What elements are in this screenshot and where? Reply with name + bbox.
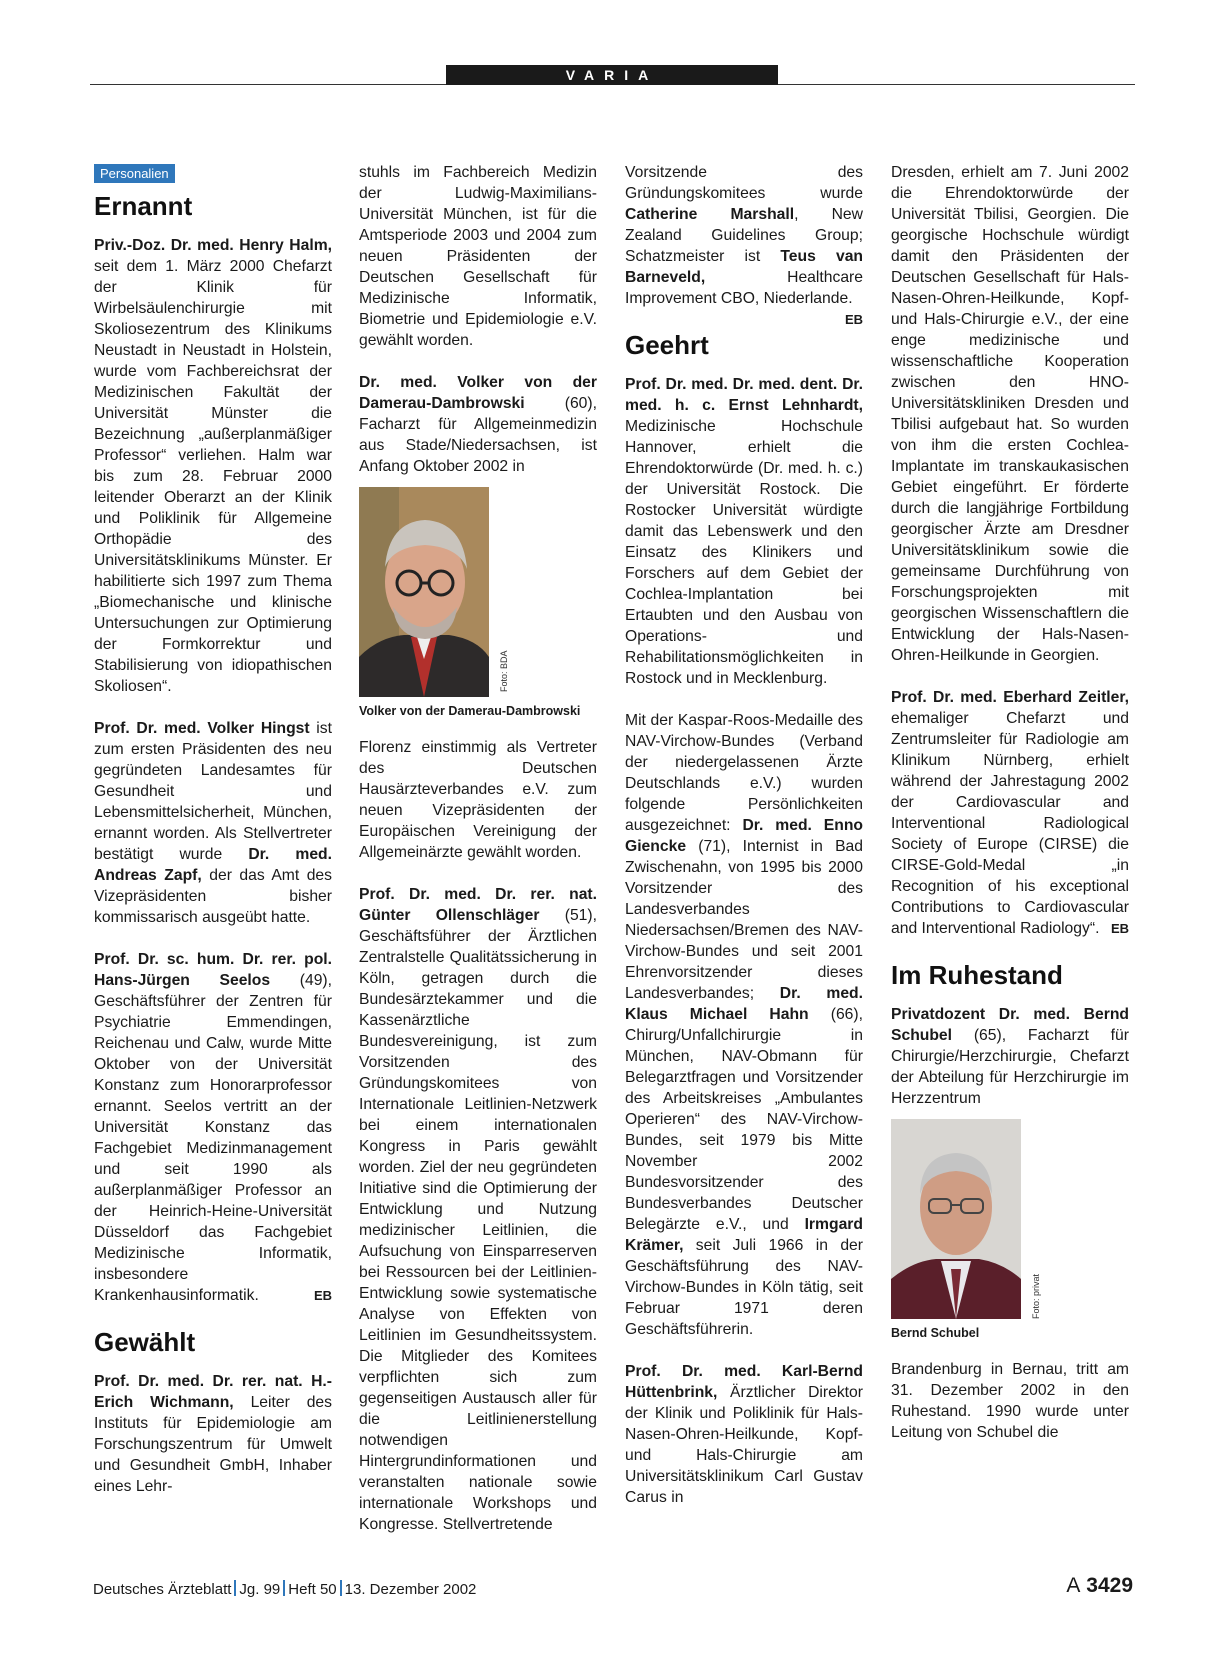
person-name: Teus van Barneveld, [625, 248, 864, 286]
portrait-image [359, 487, 489, 697]
paragraph-text: (51), Geschäftsführer der Ärztlichen Zentralstelle Qualitätssicherung in Köln, getragen durch die Bundesärztekammer und die Kassenärztliche Bundesvereinigung, ist zum Vorsitzenden des Gründungskomitees von Internationale Leitlinien-Netzwerk bei einem internationalen Kongress in Paris gewählt worden. Ziel der neu gegründeten Initiative sind die Optimierung der Entwicklung und Nutzung medizinischer Leitlinien, die Aufsuchung von Einsparreserven bei Ressourcen bei der Leitlinien-Entwicklung sowie systematische Analyse von Effekten von Leitlinien im Gesundheitssystem. Die Mitglieder des Komitees verpflichten sich zum gegenseitigen Austausch aller für die Leitlinienerstellung notwendigen Hintergrundinformationen und veranstalten nationale sowie internationale Workshops und Kongresse. Stellvertretende [359, 907, 597, 1533]
paragraph-text: seit dem 1. März 2000 Chefarzt der Klinik für Wirbelsäulenchirurgie mit Skoliosezentrum des Klinikums Neustadt in Neustadt in Holstein, wurde vom Fachbereichsrat der Medizinischen Fakultät der Universität Münster die Bezeichnung „außerplanmäßiger Professor“ verliehen. Halm war bis zum 28. Februar 2000 leitender Oberarzt an der Klinik und Poliklinik für Allgemeine Orthopädie des Universitätsklinikums Münster. Er habilitierte sich 1997 zum Thema „Biomechanische und klinische Untersuchungen zur Optimierung der Formkorrektur und Stabilisierung von idiopathischen Skoliosen“. [94, 258, 332, 695]
paragraph-huettenbrink-cont: Dresden, erhielt am 7. Juni 2002 die Ehrendoktorwürde der Universität Tbilisi, Georgien. Die georgische Hochschule würdigt damit den Präsidenten der Deutschen Gesellschaft für Hals-Nasen-Ohren-Heilkunde, Kopf- und Hals-Chirurgie e.V., der eine enge medizinische und wissenschaftliche Kooperation zwischen den HNO-Universitätskliniken Dresden und Tbilisi aufgebaut hat. So wurden von ihm die ersten Cochlea-Implantate im transkaukasischen Gebiet eingeführt. Er förderte durch die langjährige Fortbildung georgischer Ärzte am Dresdner Universitätsklinikum sowie die gemeinsame Durchführung von Forschungsprojekten mit georgischen Wissenschaftlern die Entwicklung der Hals-Nasen-Ohren-Heilkunde in Georgien. [891, 164, 1129, 664]
person-name: Dr. med. Volker von der Damerau-Dambrowski [359, 374, 597, 412]
footer-separator [340, 1580, 342, 1596]
paragraph-text: Vorsitzende des Gründungskomitees wurde [625, 164, 863, 202]
issue-date: 13. Dezember 2002 [344, 1581, 477, 1598]
paragraph-text: (49), Geschäftsführer der Zentren für Psychiatrie Emmendingen, Reichenau und Calw, wurde Mitte Oktober von der Universität Konstanz zum Honorarprofessor ernannt. Seelos vertritt an der Universität Konstanz das Fachgebiet Medizinmanagement und seit 1990 als außerplanmäßiger Professor an der Heinrich-Heine-Universität Düsseldorf das Fachgebiet Medizinische Informatik, insbesondere Krankenhausinformatik. [94, 972, 332, 1304]
portrait-illustration [359, 487, 489, 697]
heading-geehrt: Geehrt [625, 330, 709, 360]
footer-separator [283, 1580, 285, 1596]
heading-ruhestand: Im Ruhestand [891, 960, 1063, 990]
portrait-photo-schubel [891, 1119, 1129, 1319]
paragraph-kaspar-roos [625, 710, 863, 1340]
paragraph-schubel-cont: Brandenburg in Bernau, tritt am 31. Dezember 2002 in den Ruhestand. 1990 wurde unter Leitung von Schubel die [891, 1361, 1129, 1441]
paragraph-ollenschlaeger-cont [625, 162, 864, 327]
paragraph-text: , New Zealand Guidelines Group; Schatzmeister ist [625, 206, 863, 265]
person-name: Dr. med. Klaus Michael Hahn [625, 985, 863, 1023]
paragraph-text: der das Amt des Vizepräsidenten bisher kommissarisch ausgeübt hatte. [94, 867, 333, 926]
person-name: Dr. med. Enno Giencke [625, 817, 863, 855]
person-name: Catherine Marshall [625, 206, 795, 223]
paragraph-text: seit Juli 1966 in der Geschäftsführung des NAV-Virchow-Bundes in Köln tätig, seit Februar 1971 deren Geschäftsführerin. [625, 1237, 863, 1338]
paragraph-halm [94, 235, 332, 697]
person-name: Prof. Dr. med. Dr. med. dent. Dr. med. h. c. Ernst Lehnhardt, [625, 376, 863, 414]
person-name: Prof. Dr. sc. hum. Dr. rer. pol. Hans-Jürgen Seelos [94, 951, 332, 989]
person-name: Irmgard Krämer, [625, 1216, 863, 1254]
heading-ernannt: Ernannt [94, 191, 193, 221]
person-name: Prof. Dr. med. Eberhard Zeitler, [891, 689, 1129, 706]
category-tag: Personalien [94, 164, 175, 183]
page-number [1066, 1574, 1133, 1598]
paragraph-wichmann [94, 1371, 332, 1497]
photo-credit: Foto: privat [1031, 1273, 1041, 1319]
paragraph-text: ist zum ersten Präsidenten des neu gegründeten Landesamtes für Gesundheit und Lebensmittelsicherheit, München, ernannt worden. Als Stellvertreter bestätigt wurde [94, 720, 332, 863]
photo-credit: Foto: BDA [499, 650, 509, 692]
author-initials: EB [844, 312, 863, 327]
portrait-illustration [891, 1119, 1021, 1319]
page-footer [93, 1580, 476, 1598]
person-name: Prof. Dr. med. Karl-Bernd Hüttenbrink, [625, 1363, 863, 1401]
paragraph-wichmann-cont: stuhls im Fachbereich Medizin der Ludwig-Maximilians-Universität München, ist für die Amtsperiode 2003 und 2004 zum neuen Präsidenten der Deutschen Gesellschaft für Medizinische Informatik, Biometrie und Epidemiologie e.V. gewählt worden. [359, 164, 597, 349]
paragraph-text: (65), Facharzt für Chirurgie/Herzchirurgie, Chefarzt der Abteilung für Herzchirurgie im Herzzentrum [891, 1027, 1129, 1107]
paragraph-schubel [891, 1004, 1129, 1109]
column-2 [359, 162, 597, 1535]
author-initials: EB [1110, 921, 1129, 936]
column-4 [891, 162, 1129, 1443]
journal-issue: Heft 50 [288, 1581, 337, 1598]
paragraph-text: Mit der Kaspar-Roos-Medaille des NAV-Virchow-Bundes (Verband der niedergelassenen Ärzte Deutschlands e.V.) wurden folgende Persönlichkeiten ausgezeichnet: [625, 712, 863, 834]
paragraph-text: (60), Facharzt für Allgemeinmedizin aus Stade/Niedersachsen, ist Anfang Oktober 2002 in [359, 395, 597, 475]
person-name: Prof. Dr. med. Dr. rer. nat. H.-Erich Wichmann, [94, 1373, 332, 1411]
page-prefix: A [1066, 1574, 1081, 1597]
paragraph-ollenschlaeger [359, 884, 597, 1535]
person-name: Privatdozent Dr. med. Bernd Schubel [891, 1006, 1129, 1044]
photo-caption: Volker von der Damerau-Dambrowski [359, 704, 581, 718]
column-3 [625, 162, 863, 1508]
paragraph-text: Medizinische Hochschule Hannover, erhielt die Ehrendoktorwürde (Dr. med. h. c.) der Universität Rostock. Die Rostocker Universität würdigte damit das Lebenswerk und den Einsatz des Klinikers und Forschers auf dem Gebiet der Cochlea-Implantation bei Ertaubten und den Ausbau von Operations- und Rehabilitationsmöglichkeiten in Rostock und in Mecklenburg. [625, 418, 863, 687]
footer-separator [234, 1580, 236, 1596]
heading-gewaehlt: Gewählt [94, 1327, 196, 1357]
paragraph-lehnhardt [625, 374, 863, 689]
paragraph-zeitler [891, 687, 1129, 939]
person-name: Priv.-Doz. Dr. med. Henry Halm, [94, 237, 332, 254]
journal-name: Deutsches Ärzteblatt [93, 1581, 232, 1598]
section-header: VARIA [446, 65, 778, 85]
paragraph-text: Leiter des Instituts für Epidemiologie am Forschungszentrum für Umwelt und Gesundheit GmbH, Inhaber eines Lehr- [94, 1394, 332, 1495]
portrait-image [891, 1119, 1021, 1319]
paragraph-text: (66), Chirurg/Unfallchirurgie in München, NAV-Obmann für Belegarztfragen und Vorsitzender des Arbeitskreises „Ambulantes Operieren“ des NAV-Virchow-Bundes, seit 1979 bis Mitte November 2002 Bundesvorsitzender des Bundesverbandes Deutscher Belegärzte e.V., und [625, 1006, 863, 1233]
paragraph-seelos [94, 949, 332, 1306]
paragraph-huettenbrink [625, 1361, 863, 1508]
journal-volume: Jg. 99 [239, 1581, 281, 1598]
person-name: Dr. med. Andreas Zapf, [94, 846, 332, 884]
paragraph-hingst [94, 718, 332, 928]
paragraph-damerau-cont: Florenz einstimmig als Vertreter des Deutschen Hausärzteverbandes e.V. zum neuen Vizepräsidenten der Europäischen Vereinigung der Allgemeinärzte gewählt worden. [359, 739, 597, 861]
photo-caption: Bernd Schubel [891, 1326, 980, 1340]
person-name: Prof. Dr. med. Volker Hingst [94, 720, 310, 737]
author-initials: EB [313, 1288, 332, 1303]
paragraph-text: Ärztlicher Direktor der Klinik und Poliklinik für Hals-Nasen-Ohren-Heilkunde, Kopf- und Hals-Chirurgie am Universitätsklinikum Carl Gustav Carus in [625, 1384, 863, 1506]
paragraph-damerau [359, 372, 597, 477]
column-1 [94, 162, 332, 1497]
portrait-photo-damerau [359, 487, 597, 697]
paragraph-text: Healthcare Improvement CBO, Niederlande. [625, 269, 863, 307]
paragraph-text: ehemaliger Chefarzt und Zentrumsleiter für Radiologie am Klinikum Nürnberg, erhielt während der Jahrestagung 2002 der Cardiovascular and Interventional Radiological Society of Europe (CIRSE) die CIRSE-Gold-Medal „in Recognition of his exceptional Contributions to Cardiovascular and Interventional Radiology“. [891, 710, 1129, 937]
person-name: Prof. Dr. med. Dr. rer. nat. Günter Ollenschläger [359, 886, 597, 924]
page-number-value: 3429 [1086, 1574, 1133, 1597]
paragraph-text: (71), Internist in Bad Zwischenahn, von 1995 bis 2000 Vorsitzender des Landesverbandes Niedersachsen/Bremen des NAV-Virchow-Bundes und seit 2001 Ehrenvorsitzender dieses Landesverbandes; [625, 838, 863, 1002]
